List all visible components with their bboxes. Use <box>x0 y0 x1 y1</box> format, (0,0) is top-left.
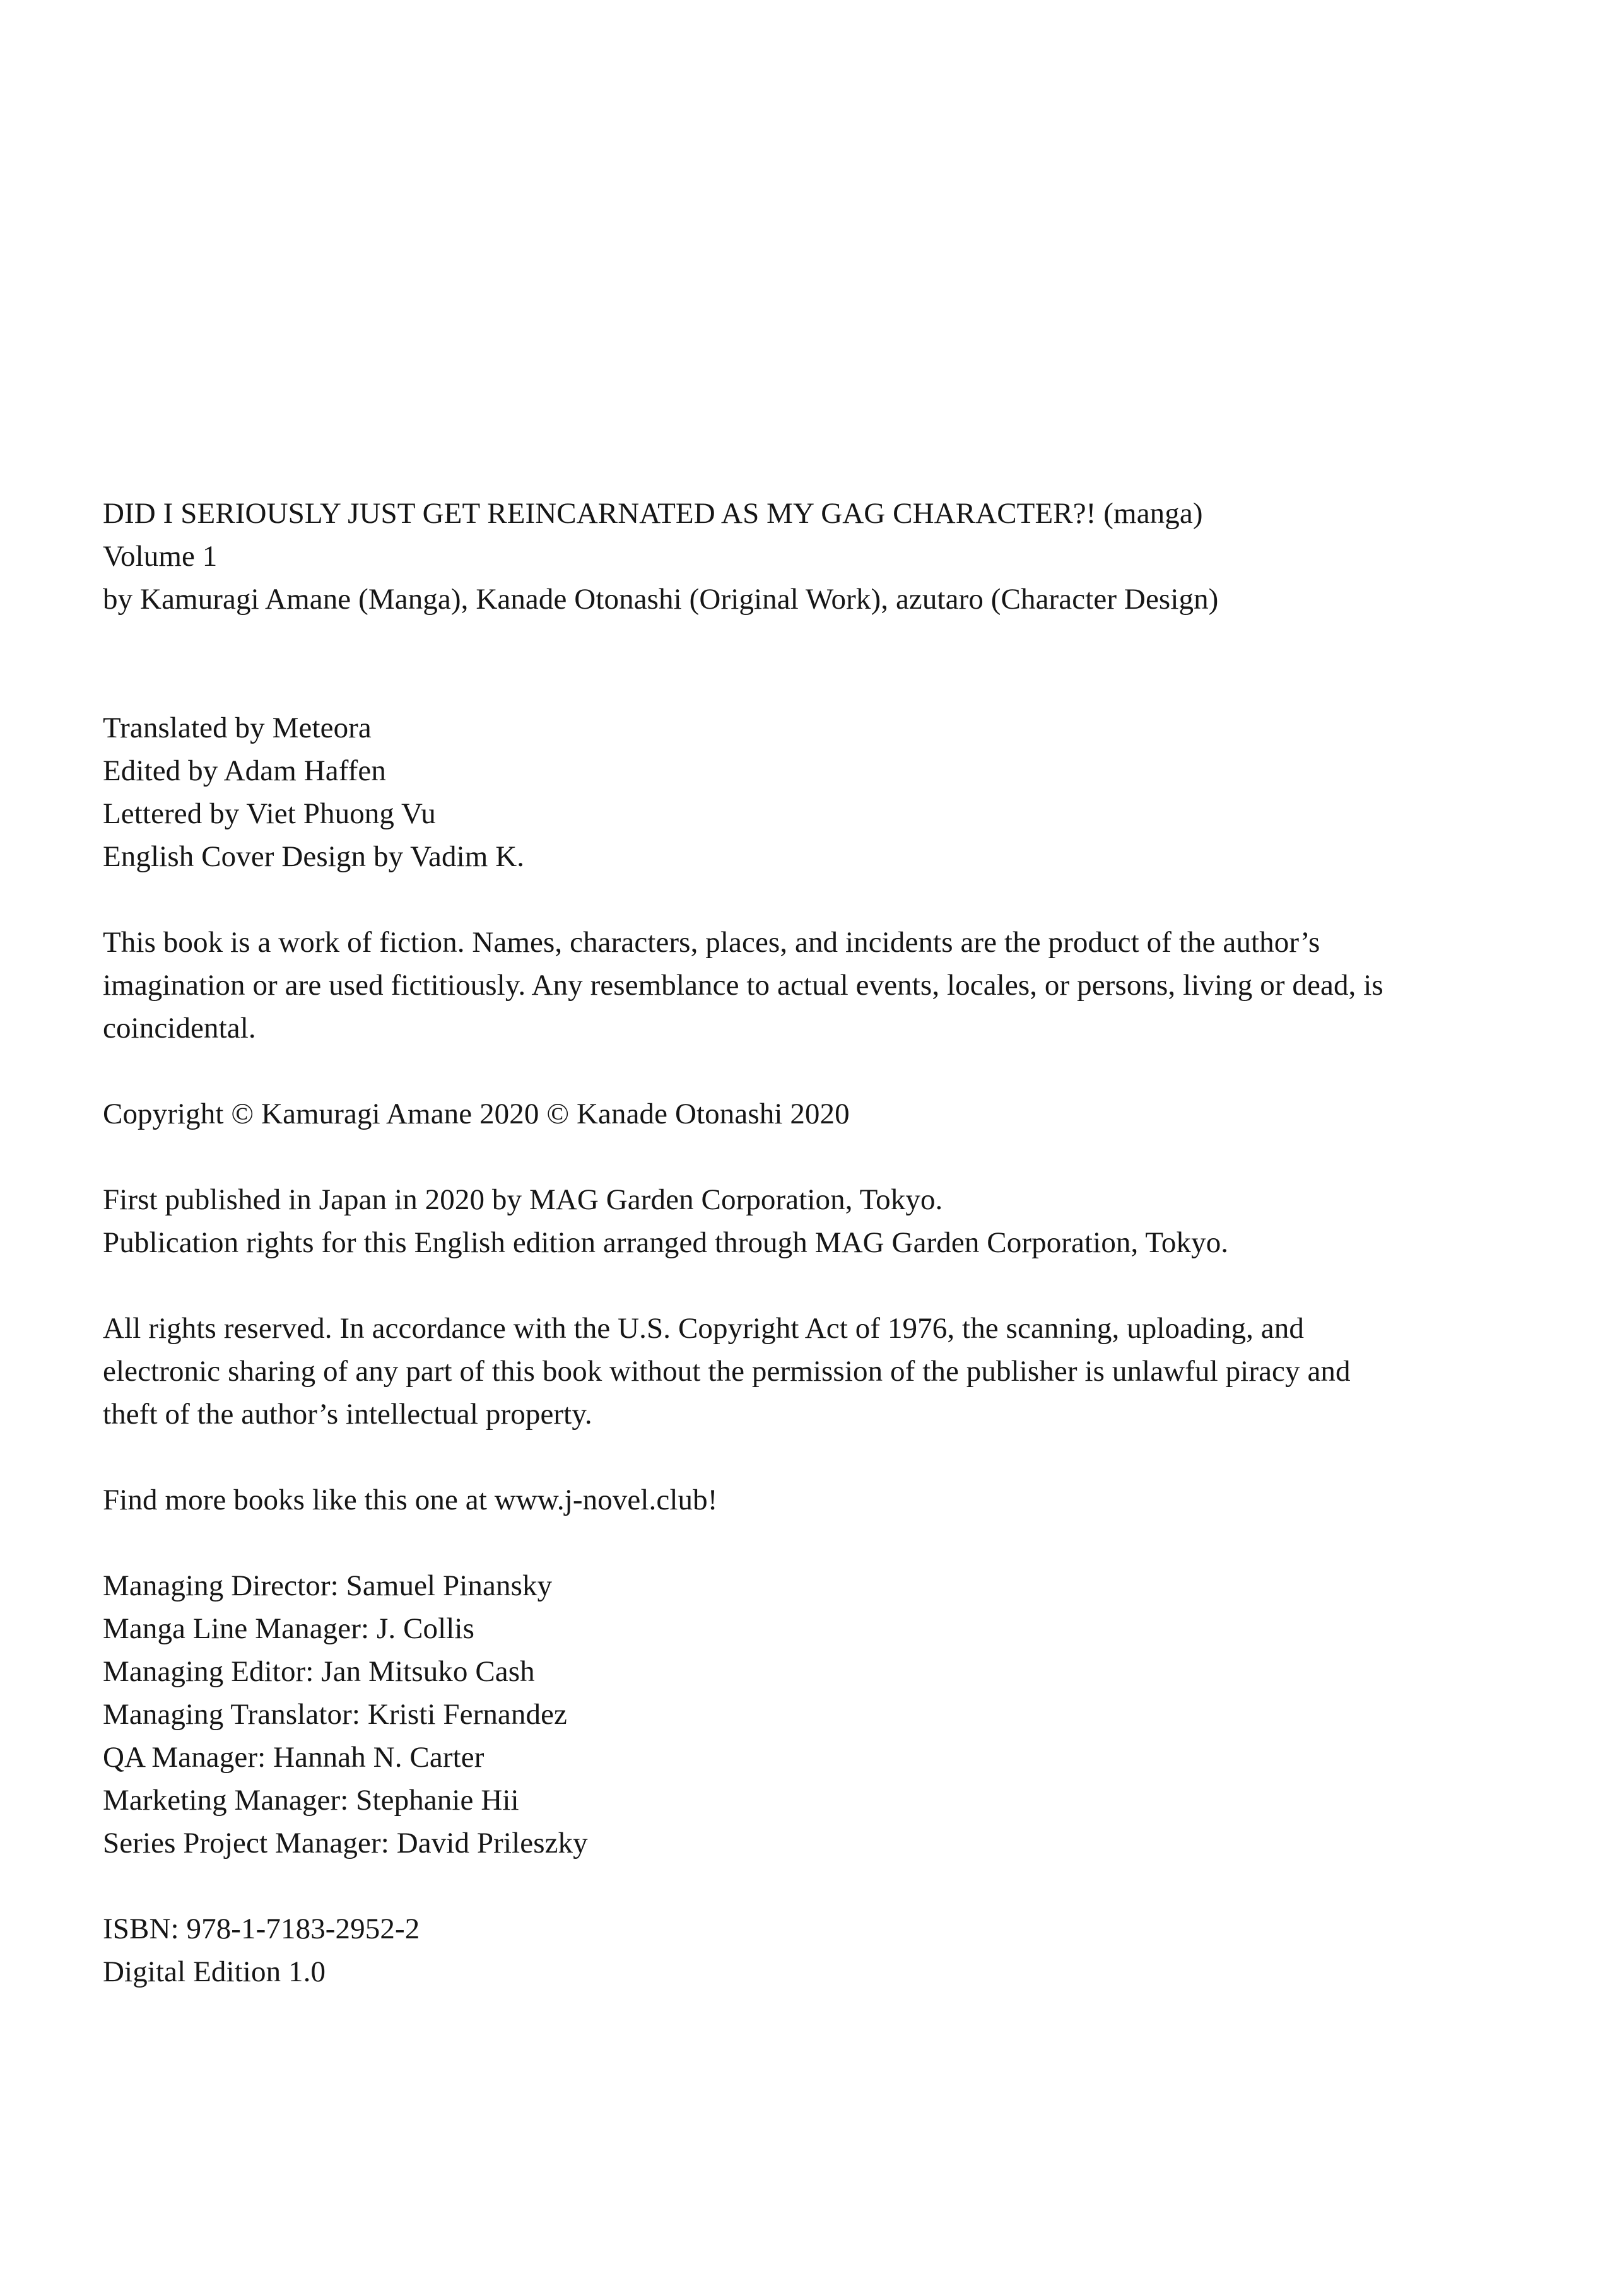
isbn-block <box>103 1907 1394 1993</box>
publication-block <box>103 1178 1394 1264</box>
staff-block <box>103 1564 1394 1865</box>
find-more-line: Find more books like this one at www.j-novel.club! <box>103 1484 718 1516</box>
credit-translator: Translated by Meteora <box>103 712 372 744</box>
staff-manga-line-manager: Manga Line Manager: J. Collis <box>103 1612 474 1645</box>
edition-line: Digital Edition 1.0 <box>103 1955 326 1988</box>
staff-marketing-manager: Marketing Manager: Stephanie Hii <box>103 1784 519 1817</box>
credit-editor: Edited by Adam Haffen <box>103 754 386 787</box>
byline: by Kamuragi Amane (Manga), Kanade Otonashi (Original Work), azutaro (Character Design) <box>103 583 1219 616</box>
staff-managing-editor: Managing Editor: Jan Mitsuko Cash <box>103 1655 535 1688</box>
volume-label: Volume 1 <box>103 540 218 573</box>
credit-letterer: Lettered by Viet Phuong Vu <box>103 797 436 830</box>
publication-rights-line: Publication rights for this English edition arranged through MAG Garden Corporation, Tokyo. <box>103 1226 1229 1259</box>
copyright-line: Copyright © Kamuragi Amane 2020 © Kanade Otonashi 2020 <box>103 1098 850 1130</box>
fiction-notice: This book is a work of fiction. Names, characters, places, and incidents are the product of the author’s imagination or are used fictitiously. Any resemblance to actual events, locales, or persons, living or dead, is coincidental. <box>103 926 1383 1045</box>
publication-first-line: First published in Japan in 2020 by MAG Garden Corporation, Tokyo. <box>103 1183 943 1216</box>
isbn-line: ISBN: 978-1-7183-2952-2 <box>103 1912 420 1945</box>
staff-qa-manager: QA Manager: Hannah N. Carter <box>103 1741 484 1774</box>
staff-managing-translator: Managing Translator: Kristi Fernandez <box>103 1698 568 1731</box>
book-title: DID I SERIOUSLY JUST GET REINCARNATED AS MY GAG CHARACTER?! (manga) <box>103 497 1203 530</box>
staff-managing-director: Managing Director: Samuel Pinansky <box>103 1569 553 1602</box>
credits-block <box>103 706 1394 878</box>
rights-notice: All rights reserved. In accordance with the U.S. Copyright Act of 1976, the scanning, uploading, and electronic sharing of any part of this book without the permission of the publisher is unlawful piracy and theft of the author’s intellectual property. <box>103 1312 1351 1431</box>
credit-cover-design: English Cover Design by Vadim K. <box>103 840 525 873</box>
staff-series-project-manager: Series Project Manager: David Prileszky <box>103 1827 588 1860</box>
colophon <box>103 492 1394 1993</box>
title-block <box>103 492 1394 621</box>
